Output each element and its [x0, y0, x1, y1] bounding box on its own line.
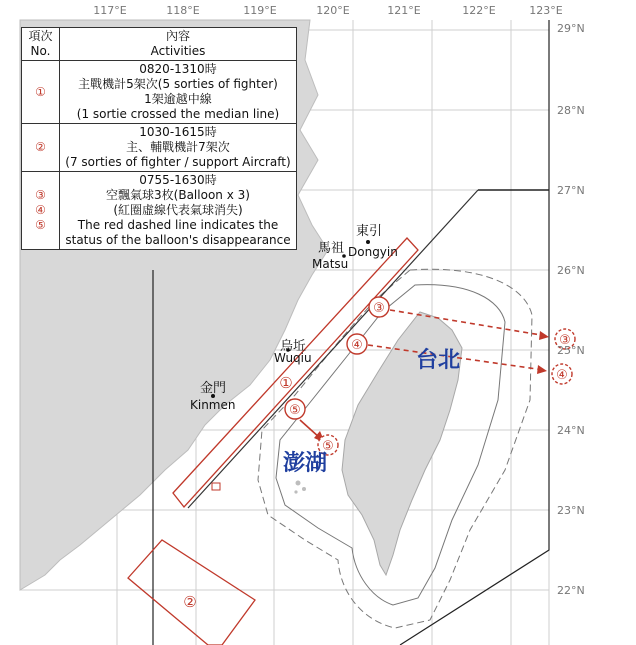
lon-tick: 119°E — [243, 4, 277, 17]
legend-line: 主戰機計5架次(5 sorties of fighter) — [78, 77, 278, 91]
matsu-label-en: Matsu — [312, 257, 349, 271]
legend-marker-4: ④ — [35, 203, 46, 217]
legend-line: status of the balloon's disappearance — [65, 233, 291, 247]
legend-line: 1架逾越中線 — [144, 92, 212, 106]
header-act-en: Activities — [150, 44, 206, 58]
legend-line: (7 sorties of fighter / support Aircraft) — [65, 155, 291, 169]
legend-marker-5: ⑤ — [35, 218, 46, 232]
legend-marker-1: ① — [22, 61, 60, 124]
legend-table — [21, 27, 297, 250]
legend-row-2 — [22, 124, 297, 172]
legend-desc-3 — [60, 172, 297, 250]
lat-tick: 24°N — [557, 424, 585, 437]
legend-desc-1 — [60, 61, 297, 124]
legend-header-row — [22, 28, 297, 61]
legend-row-3 — [22, 172, 297, 250]
legend-desc-2 — [60, 124, 297, 172]
penghu-label: 澎湖 — [283, 451, 328, 476]
lat-tick: 22°N — [557, 584, 585, 597]
penghu-islands — [294, 481, 306, 494]
legend-marker-2: ② — [22, 124, 60, 172]
lon-tick: 122°E — [462, 4, 496, 17]
lat-tick: 29°N — [557, 22, 585, 35]
wuqiu-label-zh: 烏坵 — [280, 339, 307, 354]
legend-markers-3-5 — [22, 172, 60, 250]
marker-5: ⑤ — [289, 403, 301, 418]
marker-2: ② — [183, 593, 197, 611]
legend-line: (1 sortie crossed the median line) — [76, 107, 280, 121]
dongyin-dot — [366, 240, 370, 244]
lon-tick: 117°E — [93, 4, 127, 17]
taipei-label: 台北 — [416, 348, 461, 373]
legend-line: The red dashed line indicates the — [77, 218, 279, 232]
balloon-3-arrowhead — [539, 331, 549, 340]
legend-header-activities — [60, 28, 297, 61]
lon-tick: 123°E — [529, 4, 563, 17]
matsu-label-zh: 馬祖 — [318, 241, 345, 256]
kinmen-label-en: Kinmen — [190, 398, 236, 412]
lon-tick: 120°E — [316, 4, 350, 17]
legend-time: 0820-1310時 — [139, 62, 217, 76]
lon-tick: 118°E — [166, 4, 200, 17]
area-1-notch — [212, 483, 220, 490]
lat-tick: 28°N — [557, 104, 585, 117]
kinmen-label-zh: 金門 — [200, 381, 227, 396]
legend-time: 1030-1615時 — [139, 125, 217, 139]
legend-time: 0755-1630時 — [139, 173, 217, 187]
marker-3: ③ — [373, 301, 385, 316]
header-act-zh: 內容 — [165, 29, 190, 43]
latitude-ticks — [557, 22, 585, 597]
marker-5-end: ⑤ — [322, 439, 334, 454]
marker-1: ① — [279, 374, 293, 392]
header-no-zh: 項次 — [28, 29, 53, 43]
lat-tick: 27°N — [557, 184, 585, 197]
lat-tick: 23°N — [557, 504, 585, 517]
lon-tick: 121°E — [387, 4, 421, 17]
balloon-4-arrowhead — [537, 365, 547, 374]
lat-tick: 26°N — [557, 264, 585, 277]
legend-header-no — [22, 28, 60, 61]
header-no-en: No. — [30, 44, 51, 58]
dongyin-label-en: Dongyin — [348, 245, 398, 259]
marker-4-end: ④ — [556, 368, 568, 383]
legend-row-1 — [22, 61, 297, 124]
wuqiu-label-en: Wuqiu — [274, 351, 312, 365]
legend-line: 主、輔戰機計7架次 — [126, 140, 230, 154]
legend-line: (紅圈虛線代表氣球消失) — [113, 203, 243, 217]
legend-marker-3: ③ — [35, 188, 46, 202]
longitude-ticks — [93, 4, 562, 17]
marker-4: ④ — [351, 338, 363, 353]
lat-tick: 25°N — [557, 344, 585, 357]
legend-line: 空飄氣球3枚(Balloon x 3) — [106, 188, 250, 202]
dongyin-label-zh: 東引 — [356, 224, 383, 239]
marker-3-end: ③ — [559, 333, 571, 348]
